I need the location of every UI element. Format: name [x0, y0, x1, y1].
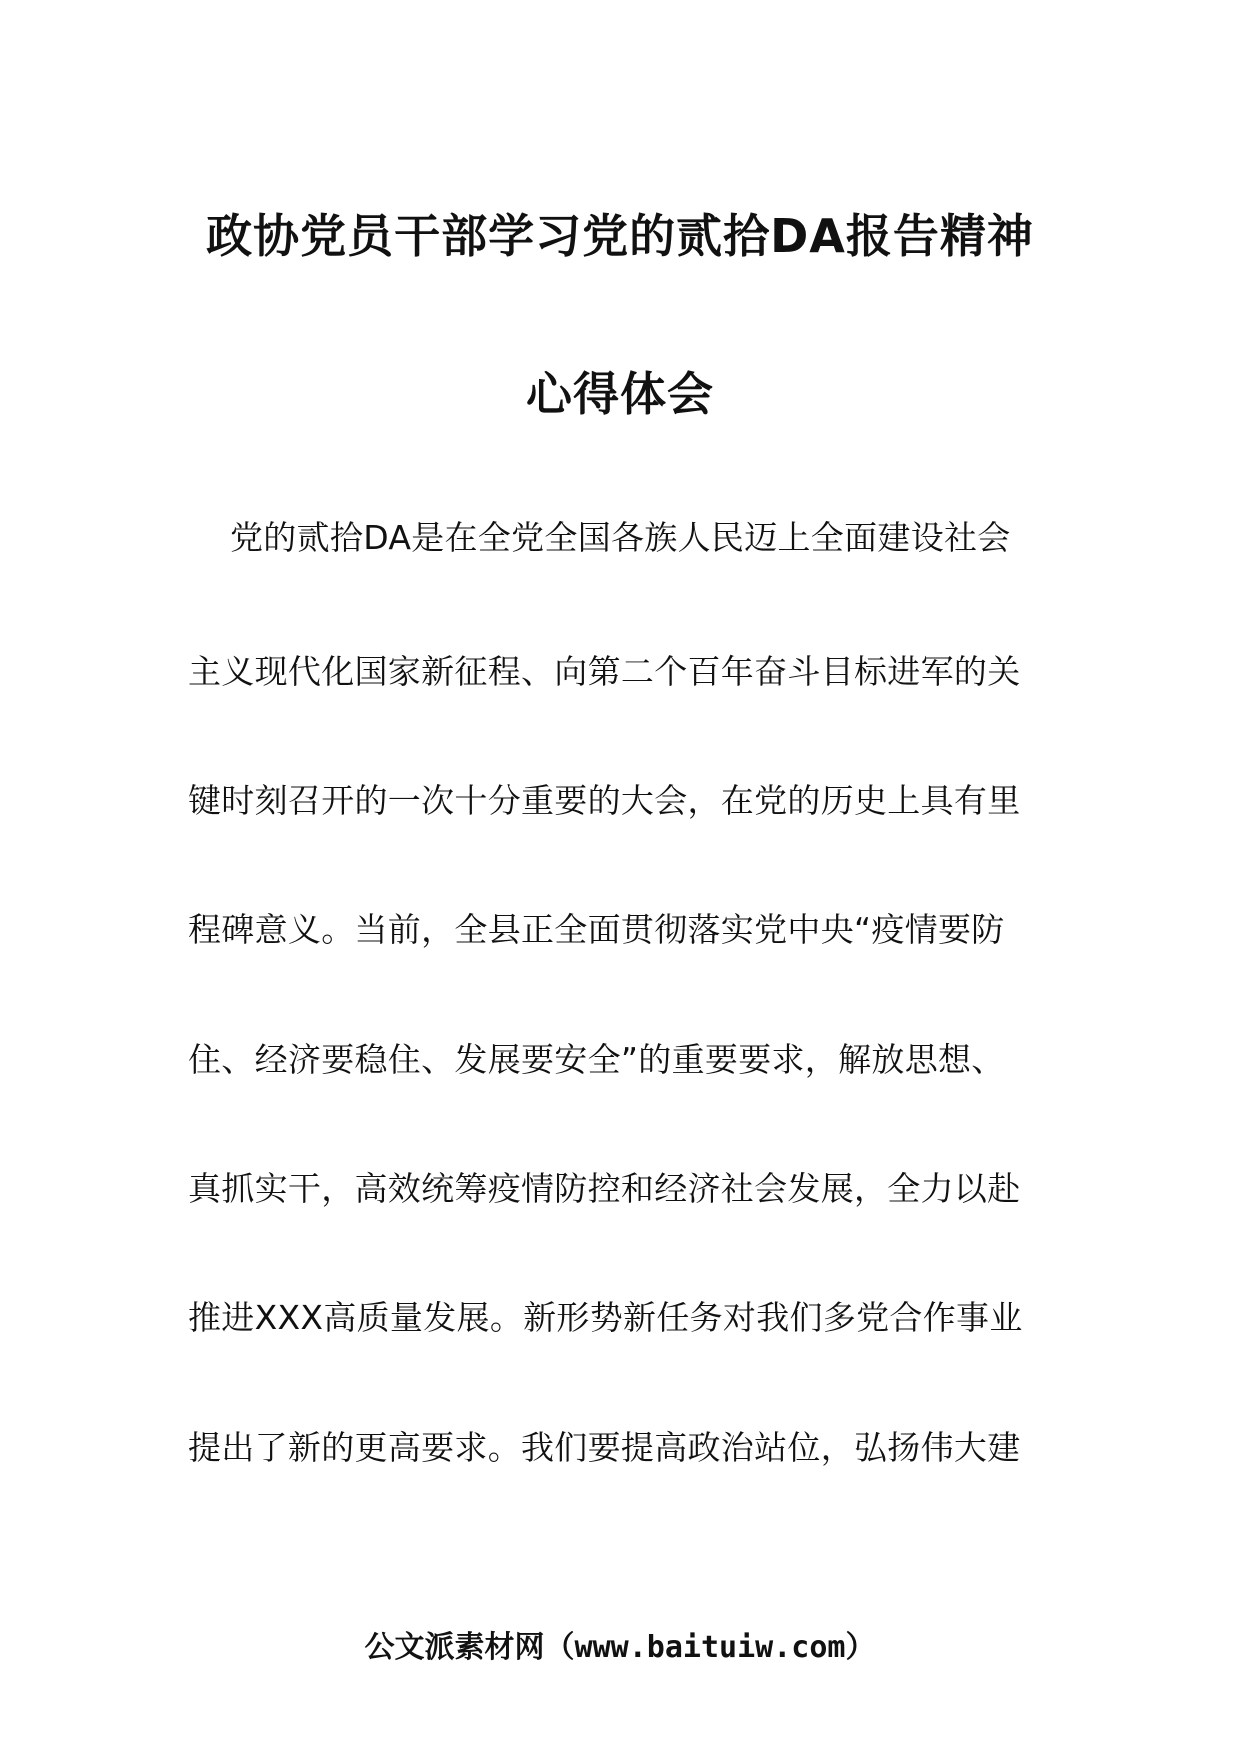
- body-text-line: 住、经济要稳住、发展要安全”的重要要求，解放思想、: [188, 1040, 1005, 1079]
- body-text-line: 真抓实干，高效统筹疫情防控和经济社会发展，全力以赴: [188, 1169, 1021, 1208]
- footer-site-name: 公文派素材网: [364, 1630, 545, 1665]
- body-text-line: 程碑意义。当前，全县正全面贯彻落实党中央“疫情要防: [188, 910, 1005, 949]
- page-footer: [0, 1622, 1240, 1666]
- footer-url: （www.baituiw.com）: [544, 1630, 876, 1665]
- body-text-line: 键时刻召开的一次十分重要的大会，在党的历史上具有里: [188, 781, 1021, 820]
- document-title-line-2: 心得体会: [526, 367, 714, 421]
- body-text-line: 推进XXX高质量发展。新形势新任务对我们多党合作事业: [188, 1298, 1023, 1337]
- body-text-line: 提出了新的更高要求。我们要提高政治站位，弘扬伟大建: [188, 1428, 1021, 1467]
- body-text-line: 党的贰拾DA是在全党全国各族人民迈上全面建设社会: [230, 518, 1011, 557]
- document-title-line-1: 政协党员干部学习党的贰拾DA报告精神: [206, 209, 1034, 263]
- body-text-line: 主义现代化国家新征程、向第二个百年奋斗目标进军的关: [188, 652, 1021, 691]
